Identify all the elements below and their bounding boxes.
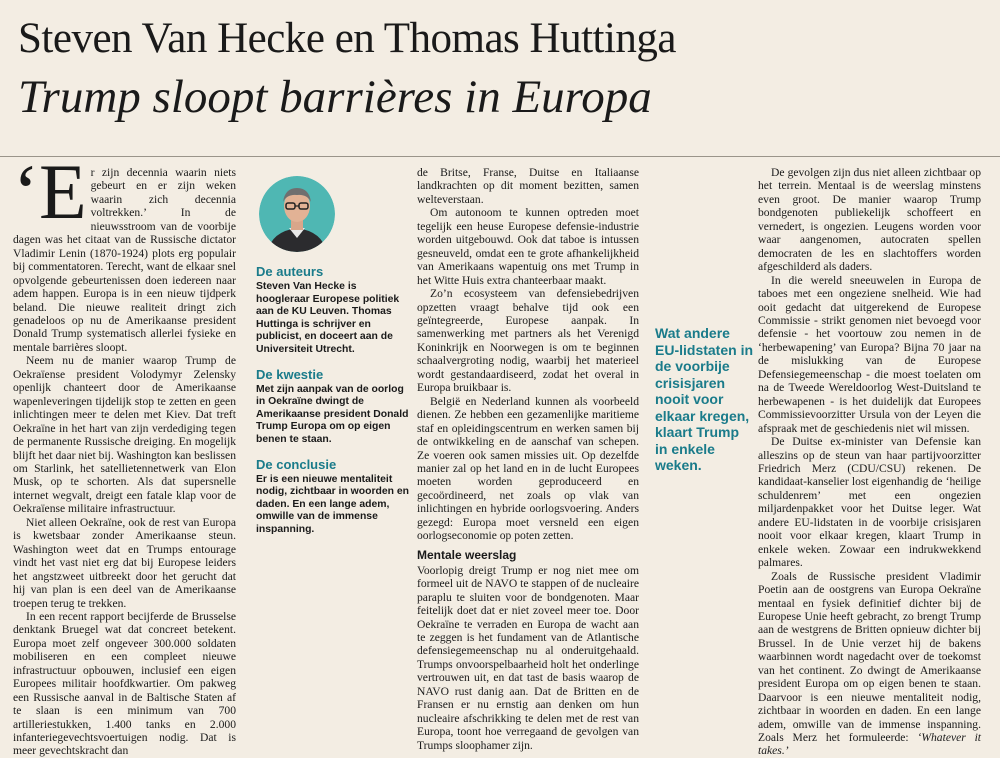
body-paragraph: België en Nederland kunnen als voorbeeld dienen. Ze hebben een gezamenlijke maritieme staf en opleidingscentrum en werken samen bij de ontwikkeling en de aanschaf van schepen. Ze voeren ook samen missies uit. Op dezelfde manier zal op het land en in de lucht Europees moeten worden geproduceerd en gecoördineerd, net zoals op vlak van inlichtingen en hybride oorlogsvoering. Anders gezegd: Europa moet versneld een eigen oorlogseconomie op poten zetten.	[417, 394, 639, 543]
issue-text: Met zijn aanpak van de oorlog in Oekraïne dwingt de Amerikaanse president Donald Trump Europa om op eigen benen te staan.	[256, 383, 409, 445]
article-column-3	[417, 166, 639, 752]
closing-text: Zoals de Russische president Vladimir Poetin aan de oostgrens van Europa Oekraïne mentaal en fysiek definitief dichter bij de Europese Unie heeft gebracht, zo brengt Trump aan de westgrens de Britten opnieuw dichter bij Brussel. In de Unie verzet hij de bakens waarbinnen wordt nagedacht over de toekomst van het continent. Zo dwingt de Amerikaanse president Europa om op eigen benen te staan. Daarvoor is een nieuwe mentaliteit nodig, zichtbaar in woorden en daden. En een lange adem, omwille van de immense inspanning. Zoals Merz het formuleerde:	[758, 569, 981, 745]
body-paragraph: De gevolgen zijn dus niet alleen zichtbaar op het terrein. Mentaal is de weerslag minstens even groot. De manier waarop Trump bondgenoten publiekelijk schoffeert en vernedert, is ongezien. Leugens worden voor waar aangenomen, autocraten spellen democraten de les en slachtoffers worden afgeschilderd als daders.	[758, 166, 981, 274]
header-divider	[0, 156, 1000, 157]
closing-quote: ‘Whatever it takes.’	[758, 731, 982, 758]
opening-text: r zijn decennia waarin niets gebeurt en er zijn weken waarin zich decennia voltrekken.’ In de nieuwsstroom van de voorbije dagen was het citaat van de Russische dictator Vladimir Lenin (1870-1924) plots erg populair bij commentatoren. Terecht, want de elkaar snel opvolgende gebeurtenissen doen iedereen naar adem happen. Europa is in een nieuw tijdperk beland. Die nieuwe realiteit dringt zich genadeloos op nu de Amerikaanse president Donald Trump systematisch allerlei fysieke en mentale barrières sloopt.	[13, 166, 236, 354]
body-paragraph: Zo’n ecosysteem van defensiebedrijven opzetten vraagt behalve tijd ook een geïntegreerde, Europese aanpak. In samenwerking met partners als het Verenigd Koninkrijk en Noorwegen is om te beginnen schaalvergroting nodig, waarbij het materieel wordt gestandaardiseerd, zodat het overal in Europa bruikbaar is.	[417, 287, 639, 395]
article-column-1	[13, 148, 236, 758]
closing-paragraph	[758, 570, 981, 758]
conclusion-heading: De conclusie	[256, 456, 337, 472]
opening-paragraph	[13, 148, 236, 354]
body-paragraph: In die wereld sneeuwelen in Europa de taboes met een ongeziene snelheid. Wie had ooit gedacht dat uitgerekend de Europese Commissie - strikt genomen niet bevoegd voor defensie - het voortouw zou nemen in de ‘herbewapening’ van Europa? Bijna 70 jaar na de mislukking van de Europese Defensiegemeenschap - die moest toelaten om na de Tweede Wereldoorlog West-Duitsland te herbewapenen - is het duidelijk dat Europees Commissievoorzitter Ursula von der Leyen die afspraak met de geschiedenis niet wil missen.	[758, 273, 981, 435]
subheading: Mentale weerslag	[417, 547, 517, 562]
body-paragraph: Neem nu de manier waarop Trump de Oekraïense president Volodymyr Zelensky openlijk chanteert door de Amerikaanse wapenleveringen tijdelijk stop te zetten en geen inlichtingen meer te delen met Kiev. Dat treft Oekraïne in het hart van zijn verdediging tegen de permanente Russische dreiging. En mogelijk blijft het daar niet bij. Washington kan beslissen om Starlink, het satellietennetwerk van Elon Musk, op te schorten. Als dat supersnelle internet wegvalt, dreigt een fatale klap voor de Oekraïense militaire infrastructuur.	[13, 354, 236, 516]
body-paragraph: In een recent rapport becijferde de Brusselse denktank Bruegel wat dat concreet betekent. Europa moet zelf ongeveer 300.000 soldaten mobiliseren en een compleet nieuwe infrastructuur opbouwen, inclusief een eigen Europees militair hoofdkwartier. Om pakweg een Russische aanval in de Baltische Staten af te slaan is een minimum van 700 artilleriestukken, 1.400 tanks en 2.000 infanteriegevechtsvoertuigen nodig. Dat is meer gevechtskracht dan	[13, 609, 236, 758]
body-paragraph: de Britse, Franse, Duitse en Italiaanse landkrachten op dit moment bezitten, samen welteverstaan.	[417, 166, 639, 206]
body-paragraph: Om autonoom te kunnen optreden moet tegelijk een heuse Europese defensie-industrie worden uitgebouwd. Ook dat taboe is intussen gesneuveld, omdat een te grote afhankelijkheid van Amerikaans wapentuig ons met Trump in het Witte Huis extra chanteerbaar maakt.	[417, 206, 639, 287]
body-paragraph: Niet alleen Oekraïne, ook de rest van Europa is kwetsbaar zonder Amerikaanse steun. Washington weet dat en Trumps entourage vindt het vast niet erg dat bij Europese leiders het angstzweet uitbreekt door het gerucht dat hij van plan is een deel van de Amerikaanse troepen terug te trekken.	[13, 515, 236, 610]
body-paragraph: De Duitse ex-minister van Defensie kan alleszins op de steun van haar partijvoorzitter Friedrich Merz (CDU/CSU) rekenen. De kandidaat-kanselier lost eigenhandig de ‘heilige schuldenrem’ met een ongezien miljardenpakket voor het Duitse leger. Wat andere EU-lidstaten in de voorbije crisisjaren nooit voor elkaar kregen, klaart Trump in enkele weken. Zowaar een indrukwekkend palmares.	[758, 435, 981, 570]
authors-heading: De auteurs	[256, 264, 324, 279]
pull-quote: Wat andere EU-lidstaten in de voorbije crisisjaren nooit voor elkaar kregen, klaart Trump in enkele weken.	[655, 325, 754, 473]
author-names-title: Steven Van Hecke en Thomas Huttinga	[18, 15, 677, 62]
issue-heading: De kwestie	[256, 366, 324, 382]
author-portrait-icon	[259, 176, 335, 252]
conclusion-text: Er is een nieuwe mentaliteit nodig, zichtbaar in woorden en daden. En een lange adem, omwille van de immense inspanning.	[256, 473, 409, 535]
authors-text: Steven Van Hecke is hoogleraar Europese politiek aan de KU Leuven. Thomas Huttinga is schrijver en publicist, en doceert aan de Universiteit Utrecht.	[256, 281, 400, 355]
article-column-5	[758, 166, 981, 758]
headline: Trump sloopt barrières in Europa	[18, 71, 652, 123]
drop-cap: ‘E	[13, 148, 87, 235]
body-paragraph: Voorlopig dreigt Trump er nog niet mee om formeel uit de NAVO te stappen of de nucleaire paraplu te sluiten voor de bondgenoten. Maar feitelijk doet dat er niet zoveel meer toe. Door Oekraïne te verraden en Europa de wacht aan te zeggen is het fundament van de Atlantische defensiegemeenschap nu al onderuitgehaald. Trumps onvoorspelbaarheid holt het onderlinge vertrouwen uit, en dat tast de basis waarop de NAVO rust danig aan. Dat de Britten en de Fransen er nu ernstig aan denken om hun nucleaire afschrikking te delen met de rest van Europa, toont hoe verregaand de gevolgen van Trumps sloophamer zijn.	[417, 563, 639, 752]
info-sidebar	[256, 166, 411, 537]
